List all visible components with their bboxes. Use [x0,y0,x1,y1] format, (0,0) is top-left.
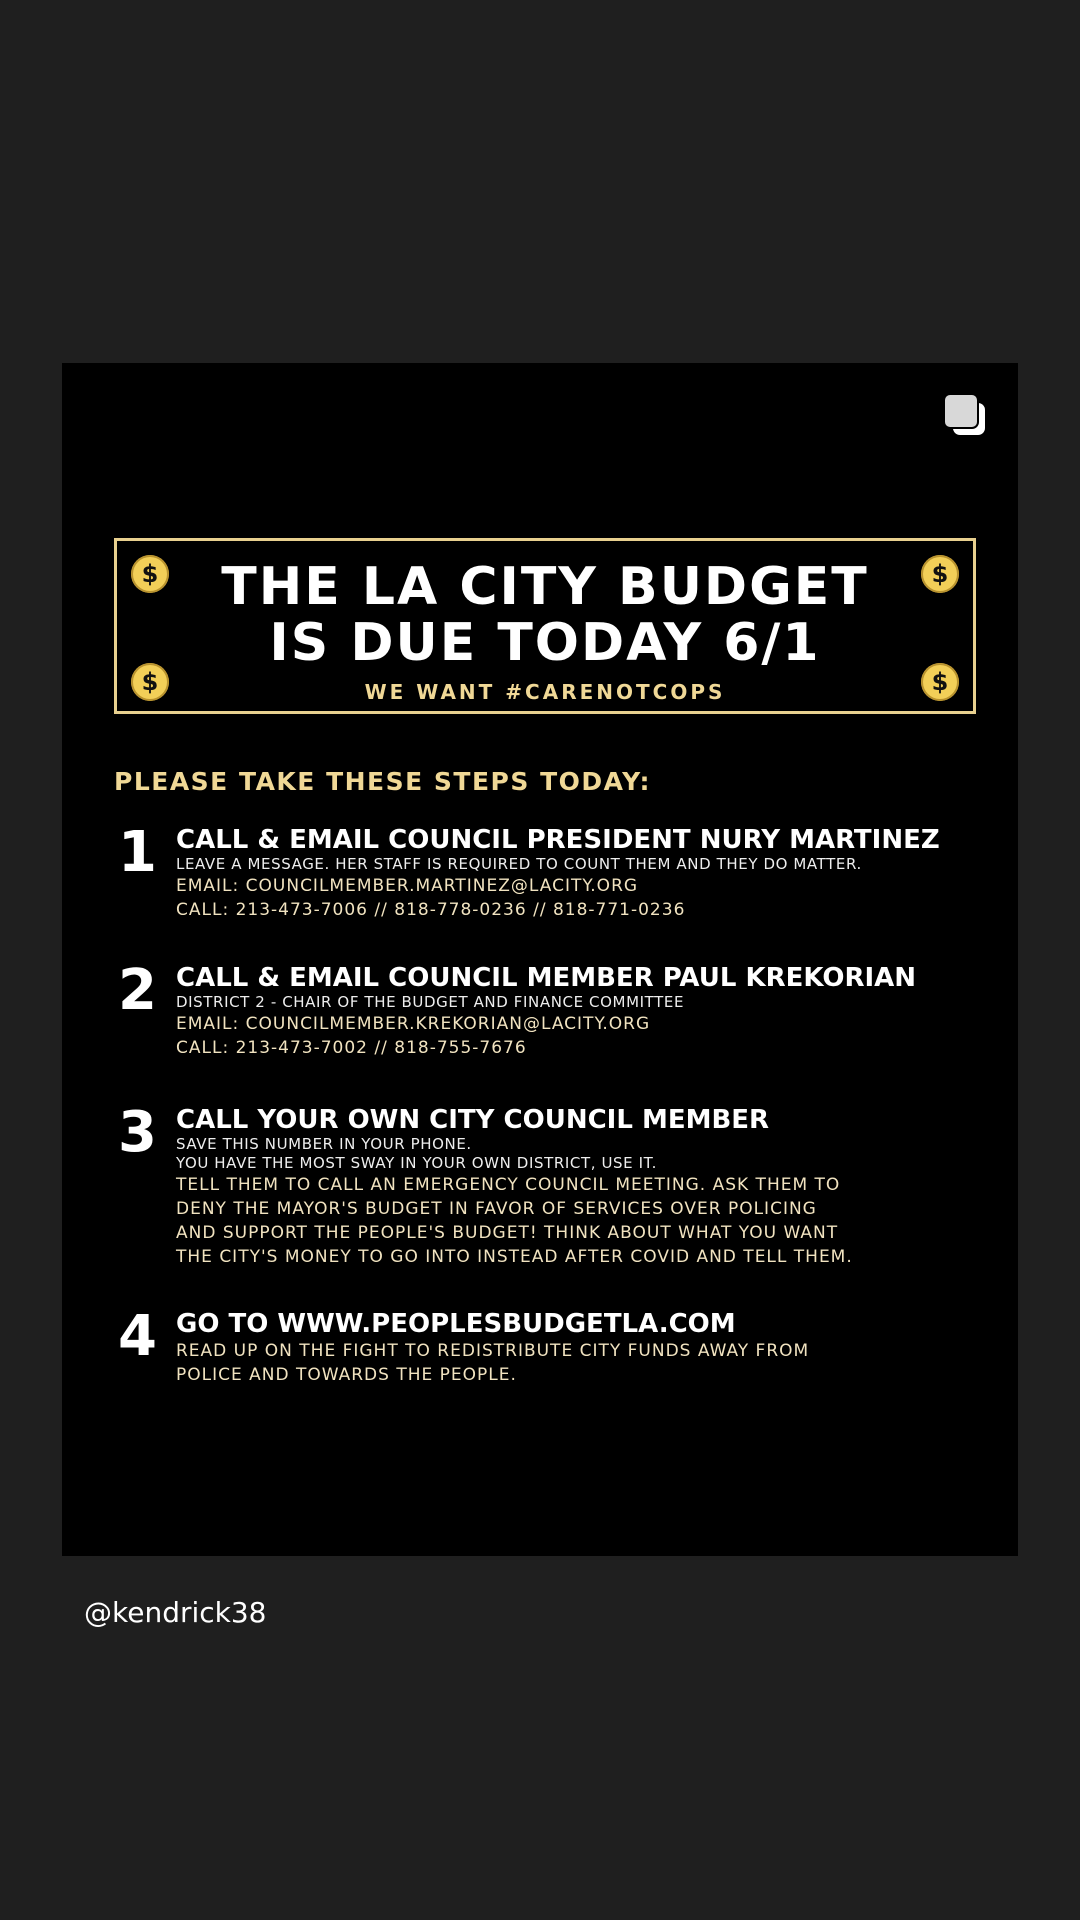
banner-title [117,559,973,671]
step-title: CALL YOUR OWN CITY COUNCIL MEMBER [176,1105,770,1135]
step-title: CALL & EMAIL COUNCIL MEMBER PAUL KREKORIAN [176,963,917,993]
step-line: DISTRICT 2 - CHAIR OF THE BUDGET AND FINANCE COMMITTEE [176,993,685,1011]
steps-heading: PLEASE TAKE THESE STEPS TODAY: [114,767,652,796]
step-line: SAVE THIS NUMBER IN YOUR PHONE. [176,1135,472,1153]
step-line: THE CITY'S MONEY TO GO INTO INSTEAD AFTER COVID AND TELL THEM. [176,1247,853,1267]
step-line: YOU HAVE THE MOST SWAY IN YOUR OWN DISTRICT, USE IT. [176,1154,657,1172]
budget-banner [114,538,976,714]
username-mention[interactable]: @kendrick38 [84,1596,267,1629]
step-number: 3 [118,1100,157,1165]
dollar-coin-icon: $ [131,663,169,701]
step-number: 1 [118,820,157,885]
dollar-coin-icon: $ [921,663,959,701]
dollar-coin-icon: $ [131,555,169,593]
step-title: GO TO WWW.PEOPLESBUDGETLA.COM [176,1309,736,1339]
banner-title-line1: THE LA CITY BUDGET [221,557,869,617]
multiple-images-icon [943,393,987,437]
step-line: CALL: 213-473-7002 // 818-755-7676 [176,1038,527,1058]
step-number: 4 [118,1304,157,1369]
step-line: CALL: 213-473-7006 // 818-778-0236 // 818-771-0236 [176,900,686,920]
story-post-image[interactable] [62,363,1018,1556]
step-line: READ UP ON THE FIGHT TO REDISTRIBUTE CITY FUNDS AWAY FROM [176,1341,810,1361]
step-title: CALL & EMAIL COUNCIL PRESIDENT NURY MARTINEZ [176,825,940,855]
banner-title-line2: IS DUE TODAY 6/1 [269,613,821,673]
step-number: 2 [118,958,157,1023]
step-line: TELL THEM TO CALL AN EMERGENCY COUNCIL MEETING. ASK THEM TO [176,1175,841,1195]
dollar-coin-icon: $ [921,555,959,593]
step-line: DENY THE MAYOR'S BUDGET IN FAVOR OF SERVICES OVER POLICING [176,1199,817,1219]
step-line: POLICE AND TOWARDS THE PEOPLE. [176,1365,517,1385]
step-line: EMAIL: COUNCILMEMBER.KREKORIAN@LACITY.ORG [176,1014,651,1034]
step-line: LEAVE A MESSAGE. HER STAFF IS REQUIRED TO COUNT THEM AND THEY DO MATTER. [176,855,862,873]
banner-subtitle: WE WANT #CARENOTCOPS [364,680,726,704]
step-line: AND SUPPORT THE PEOPLE'S BUDGET! THINK ABOUT WHAT YOU WANT [176,1223,839,1243]
step-line: EMAIL: COUNCILMEMBER.MARTINEZ@LACITY.ORG [176,876,639,896]
